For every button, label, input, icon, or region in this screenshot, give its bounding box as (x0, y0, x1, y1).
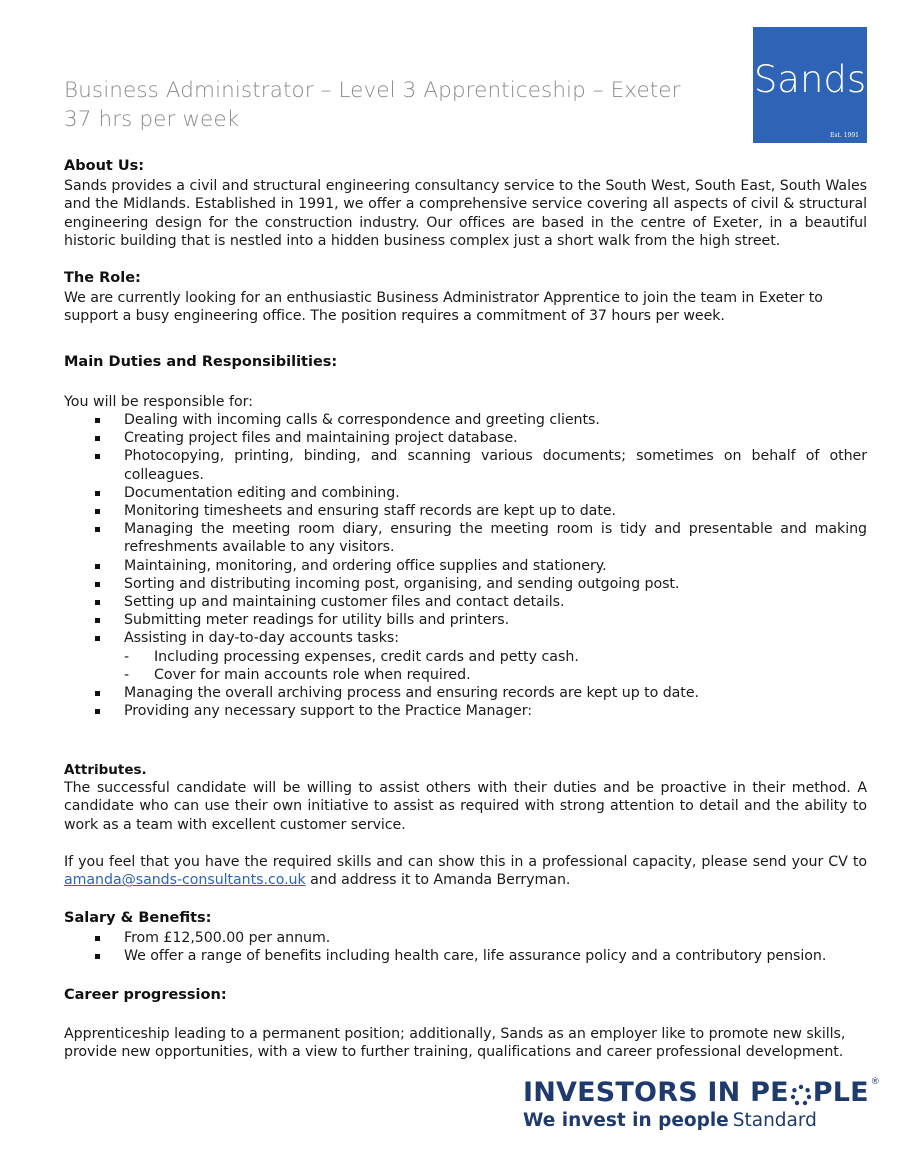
iip-text-b: PLE (812, 1077, 869, 1108)
logo-name: Sands (753, 58, 867, 101)
apply-suffix: and address it to Amanda Berryman. (305, 872, 571, 889)
career-heading: Career progression: (64, 987, 227, 1003)
iip-level: Standard (732, 1110, 817, 1131)
duties-intro: You will be responsible for: (64, 394, 254, 410)
list-item: Setting up and maintaining customer files and contact details. (64, 593, 867, 611)
list-item: Photocopying, printing, binding, and scanning various documents; sometimes on behalf of other colleagues. (64, 447, 867, 483)
dash-marker: - (124, 666, 130, 683)
attributes-heading: Attributes. (64, 762, 147, 778)
iip-text-a: INVESTORS IN PE (523, 1077, 789, 1108)
bullet-icon (95, 582, 100, 587)
about-heading: About Us: (64, 158, 145, 174)
attributes-text: The successful candidate will be willing to assist others with their duties and be proactive in their method. A candidate who can use their own initiative to assist as required with strong attention to detail and the ability to work as a team with excellent customer service. (64, 780, 867, 833)
apply-text: If you feel that you have the required skills and can show this in a professional capacity, please send your CV to (64, 854, 867, 870)
sands-logo (753, 27, 867, 143)
about-text: Sands provides a civil and structural engineering consultancy service to the South West, South East, South Wales and the Midlands. Established in 1991, we offer a comprehensive service covering all aspects of civil & structural engineering design for the construction industry. Our offices are based in the centre of Exeter, in a beautiful historic building that is nestled into a hidden business complex just a short walk from the high street. (64, 178, 867, 250)
bullet-icon (95, 527, 100, 532)
list-item: Assisting in day-to-day accounts tasks: (64, 629, 867, 647)
list-item: From £12,500.00 per annum. (64, 929, 867, 947)
list-item: Providing any necessary support to the Practice Manager: (64, 702, 867, 720)
list-item: Monitoring timesheets and ensuring staff records are kept up to date. (64, 502, 867, 520)
salary-heading: Salary & Benefits: (64, 910, 212, 926)
bullet-icon (95, 509, 100, 514)
registered-mark: ® (870, 1077, 880, 1087)
bullet-icon (95, 936, 100, 941)
list-item: Creating project files and maintaining project database. (64, 429, 867, 447)
bullet-icon (95, 436, 100, 441)
bullet-icon (95, 491, 100, 496)
bullet-icon (95, 954, 100, 959)
list-item: Documentation editing and combining. (64, 484, 867, 502)
salary-list (64, 929, 867, 965)
role-text: We are currently looking for an enthusiastic Business Administrator Apprentice to join the team in Exeter to support a busy engineering office. The position requires a commitment of 37 hours per week. (64, 290, 823, 325)
sub-list-item: - Including processing expenses, credit cards and petty cash. (124, 648, 579, 665)
bullet-icon (95, 564, 100, 569)
bullet-icon (95, 618, 100, 623)
email-link[interactable]: amanda@sands-consultants.co.uk (64, 872, 306, 889)
role-heading: The Role: (64, 270, 141, 286)
iip-star-icon (790, 1082, 812, 1104)
iip-tagline: We invest in people (523, 1110, 729, 1131)
logo-established: Est. 1991 (830, 132, 859, 139)
dash-marker: - (124, 648, 130, 665)
list-item: Submitting meter readings for utility bills and printers. (64, 611, 867, 629)
bullet-icon (95, 418, 100, 423)
investors-in-people-logo (523, 1077, 880, 1131)
bullet-icon (95, 454, 100, 459)
bullet-icon (95, 600, 100, 605)
duties-list (64, 411, 867, 720)
duties-heading: Main Duties and Responsibilities: (64, 354, 338, 370)
job-hours: 37 hrs per week (64, 107, 240, 132)
apply-paragraph (64, 853, 867, 890)
sub-list-item: - Cover for main accounts role when required. (124, 666, 471, 683)
list-item: We offer a range of benefits including health care, life assurance policy and a contributory pension. (64, 947, 867, 965)
list-item: Managing the meeting room diary, ensuring the meeting room is tidy and presentable and making refreshments available to any visitors. (64, 520, 867, 556)
bullet-icon (95, 691, 100, 696)
list-item: Managing the overall archiving process and ensuring records are kept up to date. (64, 684, 867, 702)
list-item: Maintaining, monitoring, and ordering office supplies and stationery. (64, 557, 867, 575)
list-item: Sorting and distributing incoming post, organising, and sending outgoing post. (64, 575, 867, 593)
bullet-icon (95, 636, 100, 641)
career-text: Apprenticeship leading to a permanent position; additionally, Sands as an employer like to promote new skills, provide new opportunities, with a view to further training, qualifications and career professional development. (64, 1026, 846, 1061)
bullet-icon (95, 709, 100, 714)
job-title: Business Administrator – Level 3 Apprenticeship – Exeter (64, 78, 681, 103)
list-item: Dealing with incoming calls & correspondence and greeting clients. (64, 411, 867, 429)
